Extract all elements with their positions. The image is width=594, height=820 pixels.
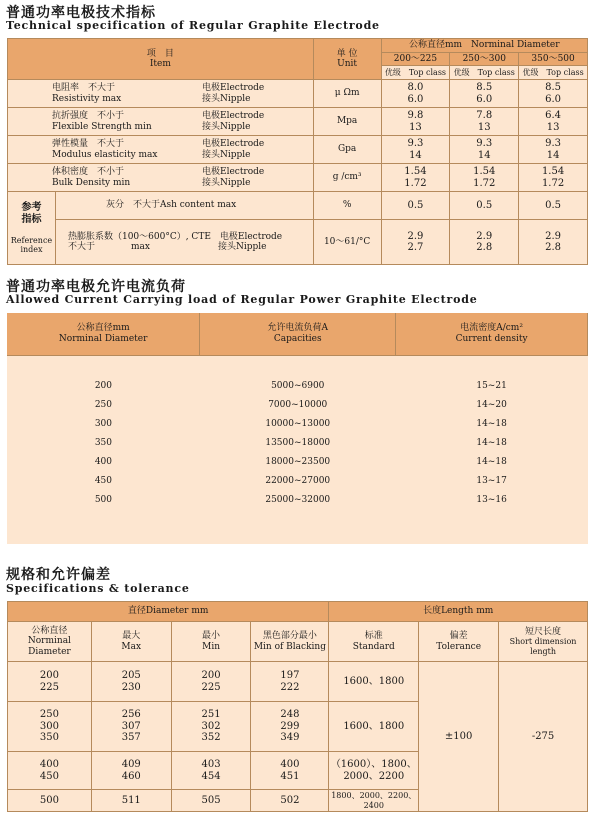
row-name-en: Resistivity max [52, 93, 122, 104]
cte-unit: 10～61/°C [313, 219, 381, 265]
value: 6.0 [407, 93, 424, 105]
header-cn: 允许电流负荷A [267, 323, 328, 334]
row-part2: 接头Nipple [202, 149, 251, 160]
ref-label-cn: 参考 指标 [21, 202, 42, 225]
value: 1.54 [473, 166, 496, 177]
value: 1.54 [541, 166, 565, 177]
cell: 251 [201, 709, 221, 721]
row-name-en: Modulus elasticity max [52, 149, 158, 160]
cell: 460 [121, 770, 141, 782]
cell: 352 [201, 732, 221, 744]
standard-cell: 1600、1800 [329, 702, 419, 752]
tech-spec-table [7, 38, 588, 265]
table-row [8, 192, 588, 220]
unit-header-en: Unit [337, 59, 358, 69]
cte-nipple: 接头Nipple [217, 242, 267, 253]
header-cn: 电流密度A/cm² [460, 323, 523, 334]
row-part2: 接头Nipple [202, 121, 251, 132]
cell: 505 [171, 790, 251, 812]
cell: 22000~27000 [265, 476, 331, 487]
cell: 349 [280, 732, 300, 744]
col-standard [329, 622, 419, 662]
value: 1.72 [473, 177, 496, 189]
cell: 350 [39, 732, 59, 744]
cte-max: 不大于 max [67, 242, 150, 253]
cell: 222 [280, 681, 300, 693]
header-en: Current density [455, 333, 528, 344]
col-max [91, 622, 171, 662]
cell: 197 [280, 670, 300, 681]
value: 6.0 [476, 93, 493, 105]
row-unit: μ Ωm [313, 80, 381, 108]
class-label-2: 优级 Top class [450, 66, 519, 80]
cell: 13~16 [476, 495, 507, 506]
cell: 14~18 [476, 457, 507, 468]
table-row [8, 136, 588, 164]
col-short [499, 622, 588, 662]
cell: 307 [121, 720, 141, 732]
range-1: 200～225 [381, 53, 450, 66]
cell: 250 [39, 709, 59, 721]
header-cn: 公称直径mm [76, 323, 130, 334]
col-en: Min of Blacking [253, 641, 326, 652]
length-group-header: 长度Length mm [329, 602, 588, 622]
col-en: Tolerance [436, 641, 482, 652]
table-row [8, 80, 588, 108]
value: 0.5 [450, 192, 519, 220]
value: 9.3 [545, 138, 562, 149]
cell: 400 [280, 759, 300, 770]
value: 8.0 [407, 82, 424, 93]
row-name-cn: 抗折强度 不小于 [52, 111, 125, 122]
value: 13 [477, 121, 491, 133]
cell: 450 [39, 770, 59, 782]
col-cn: 标准 [364, 631, 383, 642]
row-name-cn: 弹性模量 不大于 [52, 139, 125, 150]
row-part1: 电极Electrode [202, 167, 265, 178]
cell: 14~20 [476, 400, 507, 411]
range-3: 350～500 [519, 53, 588, 66]
cell: 230 [121, 681, 141, 693]
class-label-3: 优级 Top class [519, 66, 588, 80]
value: 14 [477, 149, 491, 161]
col-min [171, 622, 251, 662]
value: 2.9 [476, 230, 493, 242]
unit-header-cn: 单 位 [336, 48, 358, 59]
col-cn: 最大 [122, 631, 141, 642]
value: 9.8 [407, 110, 424, 121]
cell: 14~18 [476, 438, 507, 449]
row-name-cn: 电阻率 不大于 [52, 83, 116, 94]
diameter-group-header: 直径Diameter mm [8, 602, 329, 622]
row-name-cn: 体积密度 不小于 [52, 167, 125, 178]
row-name-en: Flexible Strength min [52, 121, 152, 132]
cell: 400 [39, 759, 59, 770]
cell: 299 [280, 720, 300, 732]
cell: 14~18 [476, 419, 507, 430]
row-part2: 接头Nipple [202, 93, 251, 104]
value: 8.5 [476, 82, 493, 93]
standard-cell: 1800、2000、2200、2400 [329, 790, 419, 812]
cell: 225 [201, 681, 221, 693]
cell: 7000~10000 [268, 400, 328, 411]
cell: 200 [94, 381, 112, 392]
value: 0.5 [519, 192, 588, 220]
standard-cell: （1600）、1800、 2000、2200 [329, 752, 419, 790]
value: 1.72 [404, 177, 427, 189]
unit-header [313, 39, 381, 80]
section2-title-en: Allowed Current Carrying load of Regular Power Graphite Electrode [6, 293, 478, 306]
col-en: Standard [352, 641, 395, 652]
row-part1: 电极Electrode [202, 139, 265, 150]
table-row [7, 491, 588, 510]
cell: 15~21 [476, 381, 507, 392]
cell: 13~17 [476, 476, 507, 487]
row-unit: Gpa [313, 136, 381, 164]
cell: 403 [201, 759, 221, 770]
col-header-diameter [7, 313, 200, 355]
cell: 5000~6900 [271, 381, 325, 392]
table-row [7, 434, 588, 453]
item-header-en: Item [149, 59, 171, 69]
row-unit: g /cm³ [313, 164, 381, 192]
row-part1: 电极Electrode [202, 111, 265, 122]
cell: 511 [91, 790, 171, 812]
col-blacking [251, 622, 329, 662]
cell: 300 [39, 720, 59, 732]
value: 6.4 [545, 110, 562, 121]
col-cn: 最小 [202, 631, 221, 642]
tolerance-cell: ±100 [419, 662, 499, 812]
table-row [7, 415, 588, 434]
diameter-header: 公称直径mm Norminal Diameter [381, 39, 587, 53]
cell: 200 [39, 670, 59, 681]
col-tolerance [419, 622, 499, 662]
cell: 25000~32000 [265, 495, 331, 506]
col-en: Norminal Diameter [27, 636, 71, 657]
value: 13 [409, 121, 422, 133]
cell: 256 [121, 709, 141, 721]
header-en: Norminal Diameter [58, 333, 148, 344]
row-unit: Mpa [313, 108, 381, 136]
section3-title-cn: 规格和允许偏差 [6, 567, 111, 583]
value: 1.54 [404, 166, 427, 177]
cte-label: 热膨胀系数（100～600°C）, CTE 电极Electrode [67, 231, 283, 242]
item-header-cn: 项 目 [146, 48, 174, 59]
item-header [8, 39, 314, 80]
value: 7.8 [476, 110, 493, 121]
cell: 225 [39, 681, 59, 693]
table-row [7, 396, 588, 415]
value: 14 [409, 149, 422, 161]
value: 13 [546, 121, 560, 133]
row-name-en: Bulk Density min [52, 177, 131, 188]
ash-label: 灰分 不大于Ash content max [55, 192, 313, 220]
cell: 205 [121, 670, 141, 681]
value: 2.9 [545, 230, 562, 242]
table-row [8, 108, 588, 136]
section1-title-en: Technical specification of Regular Graphite Electrode [6, 19, 380, 32]
cell: 500 [94, 495, 112, 506]
table-row [8, 662, 588, 702]
short-length-cell: -275 [499, 662, 588, 812]
table-row [7, 453, 588, 472]
current-load-table [7, 313, 588, 544]
col-nominal [8, 622, 92, 662]
table-row [7, 377, 588, 396]
section3-title-en: Specifications & tolerance [6, 582, 190, 595]
ref-label-en: Reference index [10, 235, 53, 254]
value: 0.5 [381, 192, 450, 220]
table-row [8, 219, 588, 265]
header-en: Capacities [273, 333, 322, 344]
table-row [8, 164, 588, 192]
value: 14 [546, 149, 560, 161]
col-header-capacities [200, 313, 396, 355]
value: 9.3 [407, 138, 424, 149]
col-cn: 偏差 [449, 631, 468, 642]
cell: 500 [8, 790, 92, 812]
cell: 300 [94, 419, 112, 430]
value: 1.72 [541, 177, 565, 189]
cell: 250 [94, 400, 112, 411]
value: 2.8 [476, 242, 493, 254]
cell: 357 [121, 732, 141, 744]
value: 2.9 [407, 230, 424, 242]
spec-tolerance-table [7, 601, 588, 812]
class-label-1: 优级 Top class [381, 66, 450, 80]
col-en: Max [121, 641, 142, 652]
section1-title-cn: 普通功率电极技术指标 [6, 5, 156, 21]
range-2: 250～300 [450, 53, 519, 66]
section2-title-cn: 普通功率电极允许电流负荷 [6, 279, 186, 295]
cell: 350 [94, 438, 112, 449]
cell: 248 [280, 709, 300, 721]
value: 8.5 [545, 82, 562, 93]
cell: 302 [201, 720, 221, 732]
col-cn: 黑色部分最小 [262, 631, 317, 642]
cell: 200 [201, 670, 221, 681]
standard-cell: 1600、1800 [329, 662, 419, 702]
cell: 451 [280, 770, 300, 782]
reference-index-label [8, 192, 56, 265]
table-row [7, 472, 588, 491]
cell: 400 [94, 457, 112, 468]
cell: 13500~18000 [265, 438, 331, 449]
value: 6.0 [545, 93, 562, 105]
ash-unit: % [313, 192, 381, 220]
col-en: Short dimension length [509, 637, 577, 656]
cell: 18000~23500 [265, 457, 331, 468]
value: 2.8 [545, 242, 562, 254]
row-part2: 接头Nipple [202, 177, 251, 188]
col-header-density [396, 313, 588, 355]
cell: 502 [251, 790, 329, 812]
value: 9.3 [476, 138, 493, 149]
cell: 409 [121, 759, 141, 770]
col-en: Min [202, 641, 220, 652]
value: 2.7 [407, 242, 424, 254]
col-cn: 短尺长度 [525, 627, 562, 638]
cell: 454 [201, 770, 221, 782]
row-part1: 电极Electrode [202, 83, 265, 94]
cell: 450 [94, 476, 112, 487]
cell: 10000~13000 [265, 419, 331, 430]
col-cn: 公称直径 [31, 625, 68, 636]
